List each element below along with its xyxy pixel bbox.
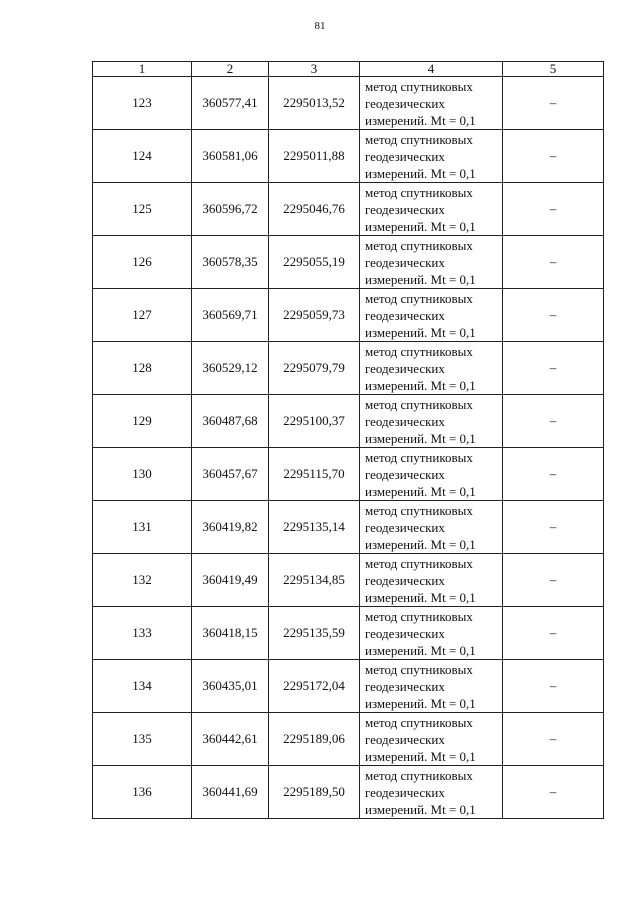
method-line-2: геодезических (365, 519, 445, 535)
method-line-2: геодезических (365, 466, 445, 482)
method-line-1: метод спутниковых (365, 78, 473, 94)
method-line-2: геодезических (365, 625, 445, 641)
note-cell: – (503, 236, 604, 289)
page-number: 81 (314, 20, 326, 32)
x-coordinate-cell: 360581,06 (192, 130, 269, 183)
x-coordinate-cell: 360577,41 (192, 77, 269, 130)
method-line-1: метод спутниковых (365, 555, 473, 571)
note-cell: – (503, 130, 604, 183)
header-row (93, 62, 604, 77)
method-line-1: метод спутниковых (365, 767, 473, 783)
y-coordinate-cell: 2295055,19 (269, 236, 360, 289)
column-header-2: 2 (192, 62, 269, 77)
point-number-cell: 123 (93, 77, 192, 130)
y-coordinate-cell: 2295134,85 (269, 554, 360, 607)
method-line-3: измерений. Mt = 0,1 (365, 642, 476, 658)
method-line-2: геодезических (365, 201, 445, 217)
x-coordinate-cell: 360418,15 (192, 607, 269, 660)
method-cell (360, 766, 503, 819)
method-line-3: измерений. Mt = 0,1 (365, 536, 476, 552)
method-line-1: метод спутниковых (365, 714, 473, 730)
note-cell: – (503, 448, 604, 501)
method-line-3: измерений. Mt = 0,1 (365, 483, 476, 499)
method-cell (360, 183, 503, 236)
method-line-2: геодезических (365, 678, 445, 694)
column-header-4: 4 (360, 62, 503, 77)
table-row (93, 607, 604, 660)
method-line-3: измерений. Mt = 0,1 (365, 430, 476, 446)
table-row (93, 713, 604, 766)
note-cell: – (503, 713, 604, 766)
note-cell: – (503, 342, 604, 395)
method-cell (360, 77, 503, 130)
method-line-2: геодезических (365, 360, 445, 376)
method-cell (360, 501, 503, 554)
point-number-cell: 133 (93, 607, 192, 660)
method-cell (360, 660, 503, 713)
method-line-2: геодезических (365, 731, 445, 747)
note-cell: – (503, 289, 604, 342)
y-coordinate-cell: 2295046,76 (269, 183, 360, 236)
point-number-cell: 124 (93, 130, 192, 183)
method-line-3: измерений. Mt = 0,1 (365, 377, 476, 393)
method-cell (360, 448, 503, 501)
y-coordinate-cell: 2295189,50 (269, 766, 360, 819)
x-coordinate-cell: 360435,01 (192, 660, 269, 713)
table-row (93, 130, 604, 183)
note-cell: – (503, 501, 604, 554)
x-coordinate-cell: 360596,72 (192, 183, 269, 236)
table-row (93, 660, 604, 713)
x-coordinate-cell: 360419,49 (192, 554, 269, 607)
table-header (93, 62, 604, 77)
method-line-1: метод спутниковых (365, 396, 473, 412)
method-cell (360, 607, 503, 660)
y-coordinate-cell: 2295079,79 (269, 342, 360, 395)
point-number-cell: 125 (93, 183, 192, 236)
method-cell (360, 289, 503, 342)
y-coordinate-cell: 2295135,14 (269, 501, 360, 554)
note-cell: – (503, 554, 604, 607)
method-cell (360, 236, 503, 289)
table-row (93, 183, 604, 236)
note-cell: – (503, 607, 604, 660)
method-line-1: метод спутниковых (365, 502, 473, 518)
table-row (93, 289, 604, 342)
method-line-3: измерений. Mt = 0,1 (365, 324, 476, 340)
note-cell: – (503, 766, 604, 819)
point-number-cell: 135 (93, 713, 192, 766)
table-row (93, 395, 604, 448)
method-line-3: измерений. Mt = 0,1 (365, 271, 476, 287)
method-line-2: геодезических (365, 572, 445, 588)
method-line-2: геодезических (365, 413, 445, 429)
point-number-cell: 127 (93, 289, 192, 342)
y-coordinate-cell: 2295189,06 (269, 713, 360, 766)
point-number-cell: 134 (93, 660, 192, 713)
table-row (93, 77, 604, 130)
note-cell: – (503, 77, 604, 130)
x-coordinate-cell: 360569,71 (192, 289, 269, 342)
x-coordinate-cell: 360487,68 (192, 395, 269, 448)
method-cell (360, 713, 503, 766)
column-header-3: 3 (269, 62, 360, 77)
method-line-1: метод спутниковых (365, 290, 473, 306)
point-number-cell: 136 (93, 766, 192, 819)
table-row (93, 342, 604, 395)
point-number-cell: 129 (93, 395, 192, 448)
y-coordinate-cell: 2295059,73 (269, 289, 360, 342)
method-cell (360, 342, 503, 395)
method-line-1: метод спутниковых (365, 237, 473, 253)
note-cell: – (503, 660, 604, 713)
table-row (93, 448, 604, 501)
method-line-1: метод спутниковых (365, 608, 473, 624)
table-body (93, 77, 604, 819)
y-coordinate-cell: 2295135,59 (269, 607, 360, 660)
method-line-2: геодезических (365, 95, 445, 111)
column-header-1: 1 (93, 62, 192, 77)
method-cell (360, 130, 503, 183)
method-line-3: измерений. Mt = 0,1 (365, 165, 476, 181)
coordinates-table (92, 61, 604, 819)
method-line-1: метод спутниковых (365, 661, 473, 677)
note-cell: – (503, 183, 604, 236)
table-row (93, 501, 604, 554)
method-line-1: метод спутниковых (365, 343, 473, 359)
method-line-1: метод спутниковых (365, 184, 473, 200)
x-coordinate-cell: 360441,69 (192, 766, 269, 819)
table-row (93, 766, 604, 819)
x-coordinate-cell: 360419,82 (192, 501, 269, 554)
method-line-3: измерений. Mt = 0,1 (365, 748, 476, 764)
method-line-3: измерений. Mt = 0,1 (365, 695, 476, 711)
method-cell (360, 554, 503, 607)
y-coordinate-cell: 2295172,04 (269, 660, 360, 713)
method-line-3: измерений. Mt = 0,1 (365, 801, 476, 817)
x-coordinate-cell: 360578,35 (192, 236, 269, 289)
point-number-cell: 132 (93, 554, 192, 607)
method-line-1: метод спутниковых (365, 449, 473, 465)
point-number-cell: 130 (93, 448, 192, 501)
point-number-cell: 126 (93, 236, 192, 289)
column-header-5: 5 (503, 62, 604, 77)
method-line-2: геодезических (365, 307, 445, 323)
y-coordinate-cell: 2295013,52 (269, 77, 360, 130)
method-line-3: измерений. Mt = 0,1 (365, 589, 476, 605)
method-line-2: геодезических (365, 254, 445, 270)
y-coordinate-cell: 2295115,70 (269, 448, 360, 501)
point-number-cell: 128 (93, 342, 192, 395)
y-coordinate-cell: 2295100,37 (269, 395, 360, 448)
point-number-cell: 131 (93, 501, 192, 554)
method-line-3: измерений. Mt = 0,1 (365, 112, 476, 128)
method-cell (360, 395, 503, 448)
method-line-2: геодезических (365, 148, 445, 164)
x-coordinate-cell: 360529,12 (192, 342, 269, 395)
x-coordinate-cell: 360457,67 (192, 448, 269, 501)
method-line-1: метод спутниковых (365, 131, 473, 147)
method-line-2: геодезических (365, 784, 445, 800)
x-coordinate-cell: 360442,61 (192, 713, 269, 766)
note-cell: – (503, 395, 604, 448)
table-row (93, 236, 604, 289)
y-coordinate-cell: 2295011,88 (269, 130, 360, 183)
table-row (93, 554, 604, 607)
method-line-3: измерений. Mt = 0,1 (365, 218, 476, 234)
